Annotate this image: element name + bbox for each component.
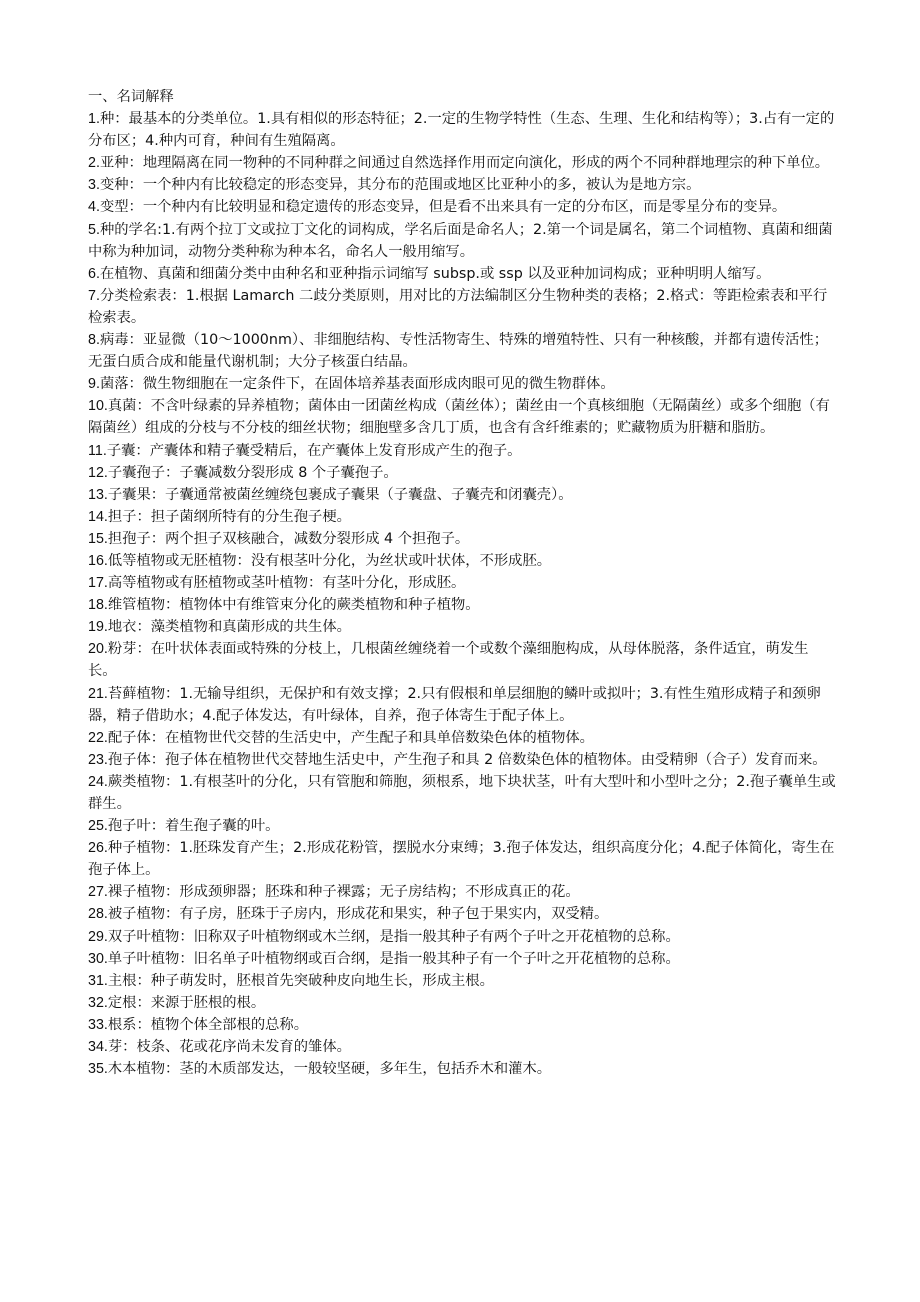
item-text: 粉芽：在叶状体表面或特殊的分枝上，几根菌丝缠绕着一个或数个藻细胞构成，从母体脱落，条件适宜，萌发生长。: [88, 641, 809, 680]
item-text: 配子体：在植物世代交替的生活史中，产生配子和具单倍数染色体的植物体。: [107, 729, 594, 746]
definition-list: [88, 108, 836, 1080]
definition-item: [88, 196, 836, 218]
item-number: 13.: [88, 486, 108, 503]
item-text: 担孢子：两个担子双核融合，减数分裂形成 4 个担孢子。: [107, 530, 470, 547]
item-number: 5.: [88, 221, 100, 238]
definition-item: [88, 638, 836, 682]
definition-item: [88, 174, 836, 196]
item-text: 子囊孢子：子囊减数分裂形成 8 个子囊孢子。: [107, 464, 398, 481]
definition-item: [88, 395, 836, 439]
item-text: 担子：担子菌纲所特有的分生孢子梗。: [107, 508, 351, 525]
item-number: 9.: [88, 376, 100, 393]
item-number: 2.: [88, 155, 100, 172]
item-text: 种：最基本的分类单位。1.具有相似的形态特征；2.一定的生物学特性（生态、生理、生化和结构等）；3.占有一定的分布区；4.种内可育，种间有生殖隔离。: [88, 111, 835, 150]
definition-item: [88, 683, 836, 727]
definition-item: [88, 373, 836, 395]
item-number: 11.: [88, 442, 107, 459]
definition-item: [88, 285, 836, 329]
item-number: 31.: [88, 972, 108, 989]
definition-item: [88, 550, 836, 572]
item-text: 高等植物或有胚植物或茎叶植物：有茎叶分化，形成胚。: [107, 575, 466, 592]
item-number: 29.: [88, 928, 108, 945]
item-number: 32.: [88, 994, 108, 1011]
item-text: 亚种：地理隔离在同一物种的不同种群之间通过自然选择作用而定向演化，形成的两个不同种群地理宗的种下单位。: [99, 155, 830, 172]
item-text: 低等植物或无胚植物：没有根茎叶分化，为丝状或叶状体，不形成胚。: [107, 552, 552, 569]
definition-item: [88, 594, 836, 616]
definition-item: [88, 903, 836, 925]
item-text: 蕨类植物：1.有根茎叶的分化，只有管胞和筛胞，须根系，地下块状茎，叶有大型叶和小型叶之分；2.孢子囊单生或群生。: [88, 773, 836, 812]
definition-item: [88, 572, 836, 594]
definition-item: [88, 108, 836, 152]
item-text: 种的学名:1.有两个拉丁文或拉丁文化的词构成，学名后面是命名人；2.第一个词是属名，第二个词植物、真菌和细菌中称为种加词，动物分类种称为种本名，命名人一般用缩写。: [88, 221, 833, 260]
definition-item: [88, 727, 836, 749]
item-text: 主根：种子萌发时，胚根首先突破种皮向地生长，形成主根。: [107, 972, 494, 989]
item-number: 26.: [88, 840, 108, 857]
item-number: 34.: [88, 1039, 108, 1056]
item-number: 24.: [88, 773, 108, 790]
item-text: 变型：一个种内有比较明显和稳定遗传的形态变异，但是看不出来具有一定的分布区，而是零星分布的变异。: [99, 199, 787, 216]
item-number: 22.: [88, 729, 108, 746]
document-body: [88, 86, 836, 1080]
item-text: 根系：植物个体全部根的总称。: [107, 1016, 309, 1033]
definition-item: [88, 926, 836, 948]
definition-item: [88, 263, 836, 285]
item-number: 21.: [88, 685, 108, 702]
definition-item: [88, 616, 836, 638]
item-number: 33.: [88, 1016, 108, 1033]
definition-item: [88, 992, 836, 1014]
definition-item: [88, 749, 836, 771]
item-text: 种子植物：1.胚珠发育产生；2.形成花粉管，摆脱水分束缚；3.孢子体发达，组织高度分化；4.配子体简化，寄生在孢子体上。: [88, 840, 835, 879]
item-text: 木本植物：茎的木质部发达，一般较坚硬，多年生，包括乔木和灌木。: [107, 1061, 552, 1078]
item-number: 15.: [88, 530, 108, 547]
item-text: 双子叶植物：旧称双子叶植物纲或木兰纲，是指一般其种子有两个子叶之开花植物的总称。: [107, 928, 680, 945]
item-number: 3.: [88, 177, 100, 194]
definition-item: [88, 152, 836, 174]
definition-item: [88, 506, 836, 528]
item-text: 芽：枝条、花或花序尚未发育的雏体。: [107, 1039, 351, 1056]
item-text: 变种：一个种内有比较稳定的形态变异，其分布的范围或地区比亚种小的多，被认为是地方宗。: [99, 177, 701, 194]
item-number: 27.: [88, 884, 108, 901]
definition-item: [88, 837, 836, 881]
definition-item: [88, 329, 836, 373]
definition-item: [88, 484, 836, 506]
item-number: 23.: [88, 751, 108, 768]
definition-item: [88, 219, 836, 263]
item-text: 真菌：不含叶绿素的异养植物；菌体由一团菌丝构成（菌丝体）；菌丝由一个真核细胞（无隔菌丝）或多个细胞（有隔菌丝）组成的分枝与不分枝的细丝状物；细胞壁多含几丁质，也含有含纤维素的；贮藏物质为肝糖和脂肪。: [88, 398, 830, 437]
item-text: 定根：来源于胚根的根。: [107, 994, 266, 1011]
definition-item: [88, 771, 836, 815]
item-text: 在植物、真菌和细菌分类中由种名和亚种指示词缩写 subsp.或 ssp 以及亚种加词构成；亚种明明人缩写。: [99, 265, 771, 282]
item-number: 1.: [88, 111, 100, 128]
item-number: 28.: [88, 906, 108, 923]
item-number: 14.: [88, 508, 108, 525]
definition-item: [88, 528, 836, 550]
item-text: 苔藓植物：1.无输导组织，无保护和有效支撑；2.只有假根和单层细胞的鳞叶或拟叶；3.有性生殖形成精子和颈卵器，精子借助水；4.配子体发达，有叶绿体，自养，孢子体寄生于配子体上。: [88, 685, 821, 724]
item-text: 子囊果：子囊通常被菌丝缠绕包裹成子囊果（子囊盘、子囊壳和闭囊壳）。: [107, 486, 573, 503]
item-number: 10.: [88, 398, 108, 415]
definition-item: [88, 815, 836, 837]
definition-item: [88, 881, 836, 903]
item-number: 4.: [88, 199, 100, 216]
item-text: 裸子植物：形成颈卵器；胚珠和种子裸露；无子房结构；不形成真正的花。: [107, 884, 580, 901]
definition-item: [88, 462, 836, 484]
item-number: 6.: [88, 265, 100, 282]
item-number: 19.: [88, 619, 108, 636]
item-number: 30.: [88, 950, 108, 967]
item-text: 维管植物：植物体中有维管束分化的蕨类植物和种子植物。: [107, 597, 480, 614]
definition-item: [88, 970, 836, 992]
definition-item: [88, 1014, 836, 1036]
item-text: 孢子体：孢子体在植物世代交替地生活史中，产生孢子和具 2 倍数染色体的植物体。由受精卵（合子）发育而来。: [107, 751, 827, 768]
definition-item: [88, 440, 836, 462]
item-number: 35.: [88, 1061, 108, 1078]
definition-item: [88, 948, 836, 970]
item-number: 20.: [88, 641, 108, 658]
item-number: 25.: [88, 818, 108, 835]
item-text: 分类检索表：1.根据 Lamarch 二歧分类原则，用对比的方法编制区分生物种类的表格；2.格式：等距检索表和平行检索表。: [88, 287, 828, 326]
item-number: 17.: [88, 575, 108, 592]
item-text: 菌落：微生物细胞在一定条件下，在固体培养基表面形成肉眼可见的微生物群体。: [99, 376, 615, 393]
item-number: 16.: [88, 552, 108, 569]
item-number: 18.: [88, 597, 108, 614]
definition-item: [88, 1058, 836, 1080]
item-text: 单子叶植物：旧名单子叶植物纲或百合纲，是指一般其种子有一个子叶之开花植物的总称。: [107, 950, 680, 967]
item-text: 病毒：亚显微（10～1000nm）、非细胞结构、专性活物寄生、特殊的增殖特性、只有一种核酸，并都有遗传活性；无蛋白质合成和能量代谢机制；大分子核蛋白结晶。: [88, 332, 829, 371]
item-number: 8.: [88, 332, 100, 349]
item-text: 地衣：藻类植物和真菌形成的共生体。: [107, 619, 351, 636]
item-text: 子囊：产囊体和精子囊受精后，在产囊体上发育形成产生的孢子。: [106, 442, 522, 459]
definition-item: [88, 1036, 836, 1058]
section-title: 一、名词解释: [88, 89, 174, 105]
item-number: 12.: [88, 464, 108, 481]
item-text: 孢子叶：着生孢子囊的叶。: [107, 818, 280, 835]
item-text: 被子植物：有子房，胚珠于子房内，形成花和果实，种子包于果实内，双受精。: [107, 906, 609, 923]
item-number: 7.: [88, 287, 100, 304]
